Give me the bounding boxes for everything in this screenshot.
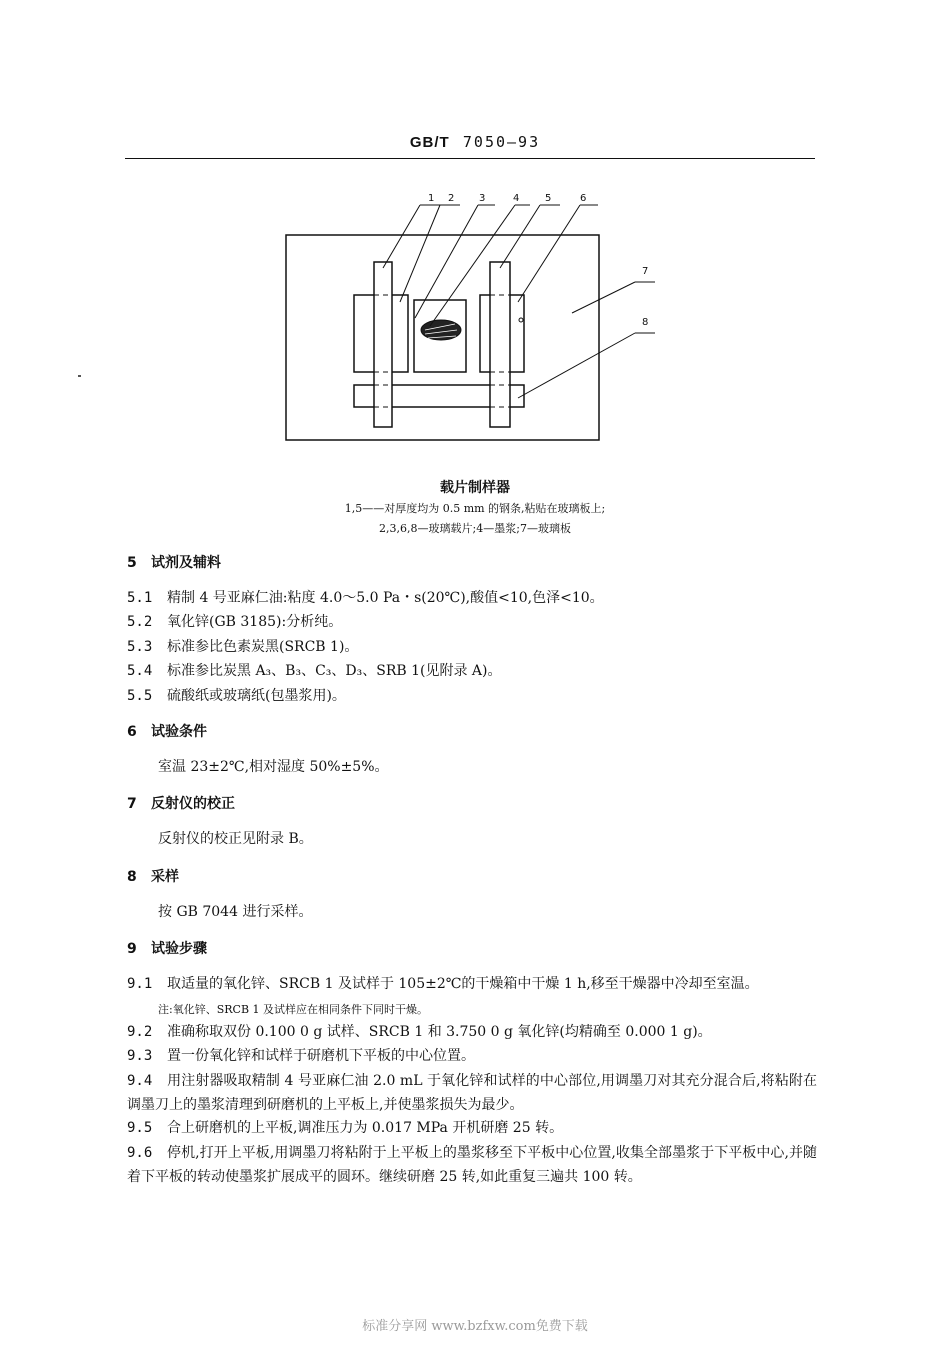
standard-code: GB/T [409, 134, 450, 151]
clause-9-2: 9.2 准确称取双份 0.100 0 g 试样、SRCB 1 和 3.750 0 g 氧化锌(均精确至 0.000 1 g)。 [127, 1024, 712, 1040]
figure-note-2: 2,3,6,8—玻璃载片;4—墨浆;7—玻璃板 [379, 522, 571, 535]
figure-label: 5 [545, 193, 552, 204]
clause-9-6: 9.6 停机,打开上平板,用调墨刀将粘附于上平板上的墨浆移至下平板中心位置,收集全部墨浆于下平板中心,并随着下平板的转动使墨浆扩展成平的圆环。继续研磨 25 转,如此重复三遍共 100 转。 [127, 1145, 817, 1185]
section-6-heading: 6 试验条件 [127, 724, 207, 740]
standard-number: 7050—93 [462, 133, 541, 151]
clause-5-2: 5.2 氧化锌(GB 3185):分析纯。 [127, 614, 343, 630]
section-8-text: 按 GB 7044 进行采样。 [158, 904, 313, 920]
header-rule [125, 158, 815, 159]
page-header [0, 133, 950, 151]
section-7-text: 反射仪的校正见附录 B。 [158, 831, 313, 847]
clause-9-4: 9.4 用注射器吸取精制 4 号亚麻仁油 2.0 mL 于氧化锌和试样的中心部位,用调墨刀对其充分混合后,将粘附在调墨刀上的墨浆清理到研磨机的上平板上,并使墨浆损失为最少。 [127, 1073, 817, 1113]
footer-watermark[interactable]: 标准分享网 www.bzfxw.com免费下载 [362, 1319, 588, 1334]
clause-5-5: 5.5 硫酸纸或玻璃纸(包墨浆用)。 [127, 688, 346, 704]
clause-9-3: 9.3 置一份氧化锌和试样于研磨机下平板的中心位置。 [127, 1048, 475, 1064]
section-5-heading: 5 试剂及辅料 [127, 555, 221, 571]
clause-9-5: 9.5 合上研磨机的上平板,调准压力为 0.017 MPa 开机研磨 25 转。 [127, 1120, 564, 1136]
section-7-heading: 7 反射仪的校正 [127, 796, 235, 812]
section-8-heading: 8 采样 [127, 869, 179, 885]
figure-note-1: 1,5——对厚度均为 0.5 mm 的钢条,粘贴在玻璃板上; [344, 502, 606, 515]
figure-label: 3 [479, 193, 486, 204]
section-9-heading: 9 试验步骤 [127, 941, 207, 957]
clause-5-4: 5.4 标准参比炭黑 A₃、B₃、C₃、D₃、SRB 1(见附录 A)。 [127, 663, 502, 679]
figure-label: 8 [642, 317, 649, 328]
clause-9-1-note: 注:氧化锌、SRCB 1 及试样应在相同条件下同时干燥。 [158, 1003, 429, 1016]
steel-strip-1 [374, 262, 392, 427]
figure-label: 1 [428, 193, 435, 204]
figure-label: 4 [513, 193, 520, 204]
steel-strip-5 [490, 262, 510, 427]
clause-5-3: 5.3 标准参比色素炭黑(SRCB 1)。 [127, 639, 359, 655]
clause-9-1: 9.1 取适量的氧化锌、SRCB 1 及试样于 105±2℃的干燥箱中干燥 1 h,移至干燥器中冷却至室温。 [127, 976, 759, 992]
sample-holder-figure [0, 180, 950, 470]
figure-label: 2 [448, 193, 455, 204]
clause-5-1: 5.1 精制 4 号亚麻仁油:粘度 4.0～5.0 Pa・s(20℃),酸值<10,色泽<10。 [127, 590, 604, 606]
section-6-text: 室温 23±2℃,相对湿度 50%±5%。 [158, 759, 389, 775]
figure-title: 载片制样器 [440, 480, 510, 496]
figure-label: 6 [580, 193, 587, 204]
figure-label: 7 [642, 266, 649, 277]
